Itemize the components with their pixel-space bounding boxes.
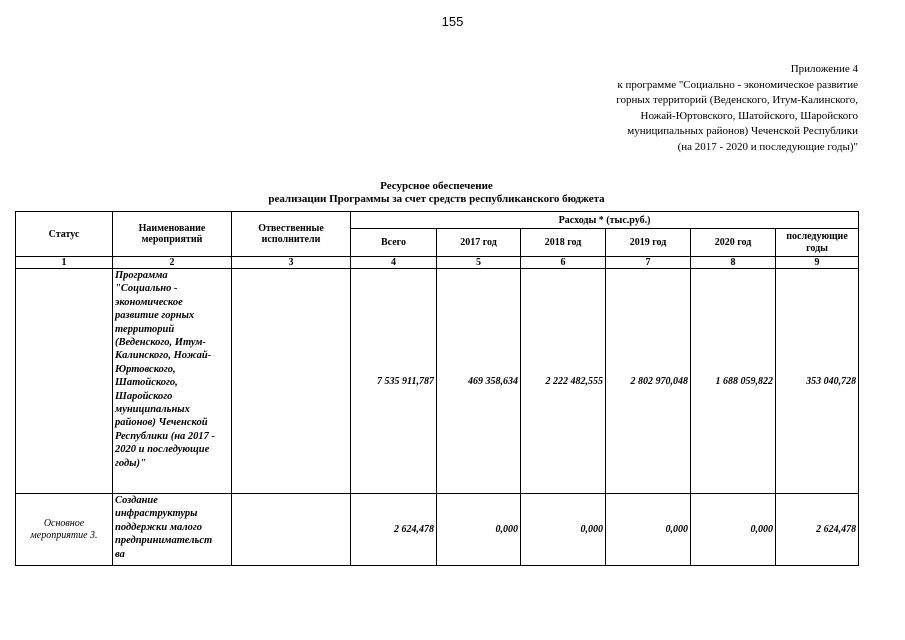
name-line: муниципальных (115, 404, 190, 416)
name-line: Программа (115, 270, 168, 281)
header-name: Наименование мероприятий (113, 212, 232, 257)
column-number: 8 (691, 257, 776, 269)
name-line: Калинского, Ножай- (115, 350, 212, 362)
table-row (16, 494, 859, 566)
document-title (15, 180, 858, 206)
row-total: 7 535 911,787 (351, 269, 437, 494)
column-number: 5 (437, 257, 521, 269)
column-number: 1 (16, 257, 113, 269)
column-number-row (16, 257, 859, 269)
appendix-line: Ножай-Юртовского, Шатойского, Шаройского (640, 109, 858, 122)
row-subsequent: 353 040,728 (776, 269, 859, 494)
name-line: инфраструктуры (115, 508, 198, 520)
row-2017: 469 358,634 (437, 269, 521, 494)
name-line: ва (115, 548, 125, 560)
header-2018: 2018 год (521, 229, 606, 257)
name-line: (Веденского, Итум- (115, 337, 206, 349)
row-status (16, 269, 113, 494)
column-number: 3 (232, 257, 351, 269)
page-number: 155 (441, 14, 464, 29)
row-name (113, 494, 232, 566)
row-executors (232, 494, 351, 566)
name-line: предпринимательст (115, 535, 213, 547)
name-line: Шатойского, (115, 377, 178, 389)
header-expenses: Расходы * (тыс.руб.) (351, 212, 859, 229)
header-2020: 2020 год (691, 229, 776, 257)
header-2017: 2017 год (437, 229, 521, 257)
appendix-line: муниципальных районов) Чеченской Республики (627, 125, 858, 137)
header-executors: Отвественные исполнители (232, 212, 351, 257)
row-status: Основное мероприятие 3. (16, 494, 113, 566)
name-line: Шаройского (115, 390, 173, 402)
appendix-line: (на 2017 - 2020 и последующие годы)" (677, 140, 858, 153)
column-number: 7 (606, 257, 691, 269)
column-number: 4 (351, 257, 437, 269)
name-line: "Социально - (115, 283, 178, 295)
name-line: поддержки малого (115, 521, 203, 533)
column-number: 2 (113, 257, 232, 269)
name-line: 2020 и последующие (115, 444, 210, 456)
header-subsequent: последующие годы (776, 229, 859, 257)
name-line: экономическое (115, 296, 183, 308)
budget-table (15, 211, 859, 566)
name-line: Создание (115, 495, 158, 506)
title-line-1: Ресурсное обеспечение (380, 180, 493, 192)
header-2019: 2019 год (606, 229, 691, 257)
row-2020: 1 688 059,822 (691, 269, 776, 494)
row-2019: 2 802 970,048 (606, 269, 691, 494)
row-subsequent: 2 624,478 (776, 494, 859, 566)
title-line-2: реализации Программы за счет средств республиканского бюджета (268, 193, 605, 205)
row-2017: 0,000 (437, 494, 521, 566)
name-line: территорий (115, 323, 175, 335)
appendix-line: Приложение 4 (790, 63, 858, 75)
row-2020: 0,000 (691, 494, 776, 566)
row-total: 2 624,478 (351, 494, 437, 566)
table-row (16, 269, 859, 494)
row-2018: 2 222 482,555 (521, 269, 606, 494)
header-status: Статус (16, 212, 113, 257)
name-line: районов) Чеченской (115, 417, 208, 429)
header-total: Всего (351, 229, 437, 257)
row-2019: 0,000 (606, 494, 691, 566)
appendix-note (558, 62, 858, 155)
name-line: годы)" (115, 457, 146, 469)
name-line: Республики (на 2017 - (115, 430, 216, 442)
row-executors (232, 269, 351, 494)
column-number: 9 (776, 257, 859, 269)
name-line: Юртовского, (115, 363, 176, 375)
column-number: 6 (521, 257, 606, 269)
row-name (113, 269, 232, 494)
appendix-line: к программе "Социально - экономическое развитие (617, 78, 858, 91)
name-line: развитие горных (115, 310, 195, 322)
appendix-line: горных территорий (Веденского, Итум-Калинского, (616, 94, 858, 106)
row-2018: 0,000 (521, 494, 606, 566)
